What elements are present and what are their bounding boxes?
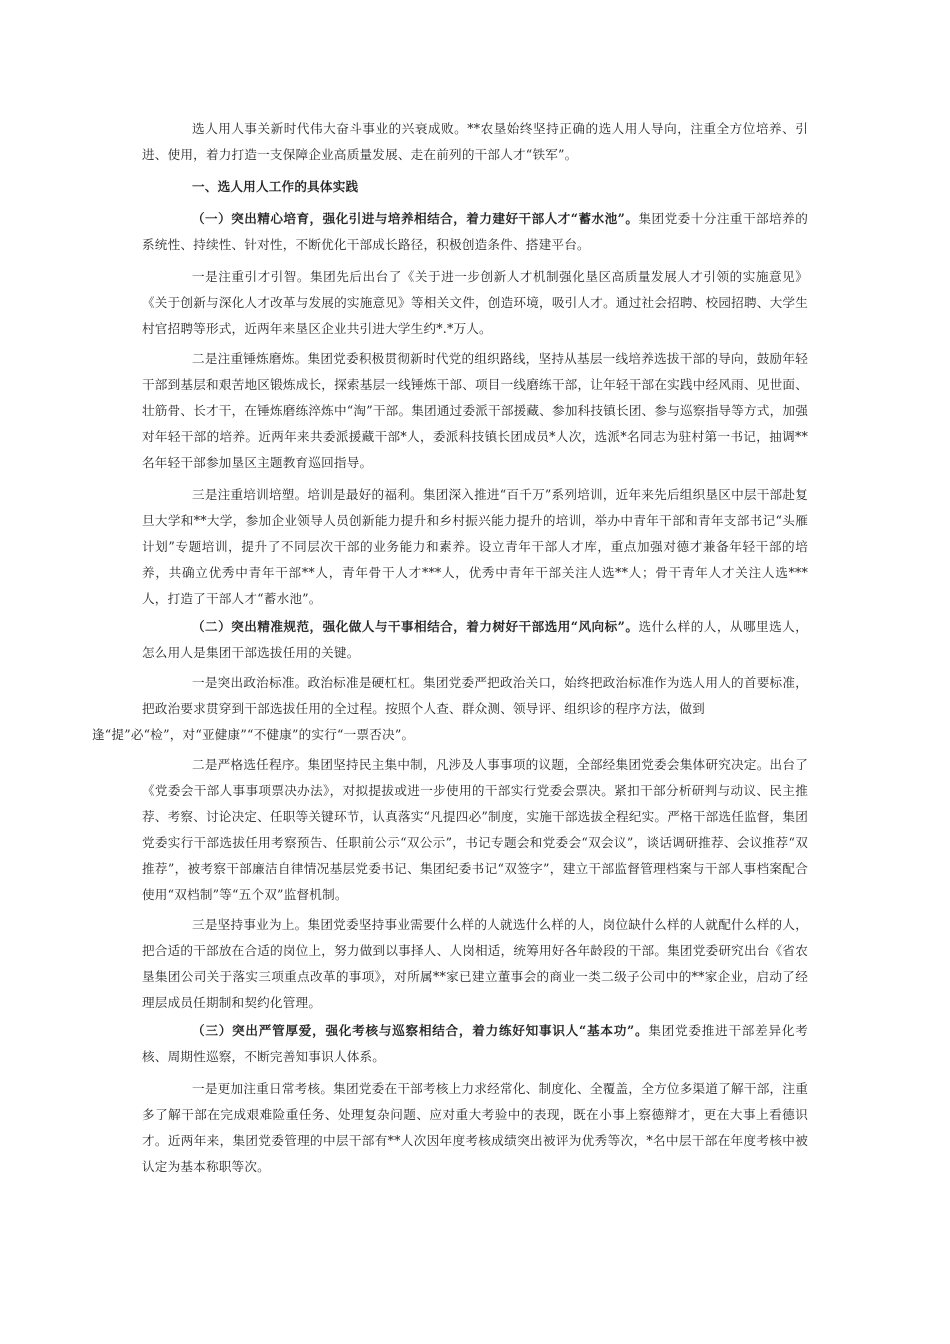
part1-paragraph [142,206,808,258]
p2-2-text: 二是严格选任程序。集团坚持民主集中制，凡涉及人事事项的议题，全部经集团党委会集体研究决定。出台了《党委会干部人事事项票决办法》，对拟提拔或进一步使用的干部实行党委会票决。紧扣干部分析研判与动议、民主推荐、考察、讨论决定、任职等关键环节，认真落实“凡提四必”制度，实施干部选拔全程纪实。严格干部选任监督，集团党委实行干部选拔任用考察预告、任职前公示“双公示”，书记专题会和党委会“双会议”，谈话调研推荐、会议推荐“双推荐”，被考察干部廉洁自律情况基层党委书记、集团纪委书记“双签字”，建立干部监督管理档案与干部人事档案配合使用“双档制”等“五个双”监督机制。 [142,757,808,902]
section-heading [142,174,808,200]
part1-lead: （一）突出精心培育，强化引进与培养相结合，着力建好干部人才“蓄水池”。 [192,211,639,226]
part2-paragraph [142,614,808,666]
p1-1-text: 一是注重引才引智。集团先后出台了《关于进一步创新人才机制强化垦区高质量发展人才引领的实施意见》《关于创新与深化人才改革与发展的实施意见》等相关文件，创造环境，吸引人才。通过社会招聘、校园招聘、大学生村官招聘等形式，近两年来垦区企业共引进大学生约*.*万人。 [142,269,808,336]
p2-1-text-a: 一是突出政治标准。政治标准是硬杠杠。集团党委严把政治关口，始终把政治标准作为选人用人的首要标准，把政治要求贯穿到干部选拔任用的全过程。按照个人查、群众测、领导评、组织诊的程序方法，做到 [142,675,808,716]
p3-1-text: 一是更加注重日常考核。集团党委在干部考核上力求经常化、制度化、全覆盖，全方位多渠道了解干部，注重多了解干部在完成艰难险重任务、处理复杂问题、应对重大考验中的表现，既在小事上察德辩才，更在大事上看德识才。近两年来，集团党委管理的中层干部有**人次因年度考核成绩突出被评为优秀等次，*名中层干部在年度考核中被认定为基本称职等次。 [142,1081,808,1174]
p1-2-paragraph [142,346,808,476]
p1-3-paragraph [142,482,808,612]
p2-1-text-b: 逢“提”必“检”，对“亚健康”“不健康”的实行“一票否决”。 [92,727,415,742]
p2-1-paragraph [92,670,808,748]
section-heading-text: 一、选人用人工作的具体实践 [192,179,359,194]
p1-3-text-b: 记“头雁计划”专题培训，提升了不同层次干部的业务能力和素养。设立青年干部人才库，重点加强对德才兼备年轻干部的培养，共确立优秀中青年干部**人，青年骨干人才***人，优秀中青年干部关注人选**人；骨干青年人才关注人选***人，打造了干部人才“蓄水池”。 [142,513,808,606]
p1-1-paragraph [142,264,808,342]
part2-text: 选什么样的人，从哪里选人，怎么用人是集团干部选拔任用的关键。 [142,619,808,660]
p2-2-paragraph [142,752,808,908]
part3-text: 集团党委推进干部差异化考核、周期性巡察，不断完善知事识人体系。 [142,1023,808,1064]
part3-paragraph [142,1018,808,1070]
p1-3-text-a: 三是注重培训培塑。培训是最好的福利。集团深入推进“百千万”系列培训，近年来先后组织垦区中层干部赴复旦大学和**大学，参加企业领导人员创新能力提升和乡村振兴能力提升的培训，举办中青年干部和青年支部书 [142,487,808,528]
part1-text: 集团党委十分注重干部培养的系统性、持续性、针对性，不断优化干部成长路径，积极创造条件、搭建平台。 [142,211,808,252]
p2-3-paragraph [142,912,808,1016]
part2-lead: （二）突出精准规范，强化做人与干事相结合，着力树好干部选用“风向标”。 [192,619,639,634]
p2-3-text: 三是坚持事业为上。集团党委坚持事业需要什么样的人就选什么样的人，岗位缺什么样的人就配什么样的人，把合适的干部放在合适的岗位上，努力做到以事择人、人岗相适，统筹用好各年龄段的干部。集团党委研究出台《省农垦集团公司关于落实三项重点改革的事项》，对所属**家已建立董事会的商业一类二级子公司中的**家企业，启动了经理层成员任期制和契约化管理。 [142,917,808,1010]
intro-text: 选人用人事关新时代伟大奋斗事业的兴衰成败。**农垦始终坚持正确的选人用人导向，注重全方位培养、引进、使用，着力打造一支保障企业高质量发展、走在前列的干部人才“铁军”。 [142,121,808,162]
p3-1-paragraph [142,1076,808,1180]
part3-lead: （三）突出严管厚爱，强化考核与巡察相结合，着力练好知事识人“基本功”。 [192,1023,649,1038]
p1-2-text: 二是注重锤炼磨炼。集团党委积极贯彻新时代党的组织路线，坚持从基层一线培养选拔干部的导向，鼓励年轻干部到基层和艰苦地区锻炼成长，探索基层一线锤炼干部、项目一线磨练干部，让年轻干部在实践中经风雨、见世面、壮筋骨、长才干，在锤炼磨练淬炼中“淘”干部。集团通过委派干部援藏、参加科技镇长团、参与巡察指导等方式，加强对年轻干部的培养。近两年来共委派援藏干部*人，委派科技镇长团成员*人次，选派*名同志为驻村第一书记，抽调**名年轻干部参加垦区主题教育巡回指导。 [142,351,808,470]
intro-paragraph [142,116,808,168]
